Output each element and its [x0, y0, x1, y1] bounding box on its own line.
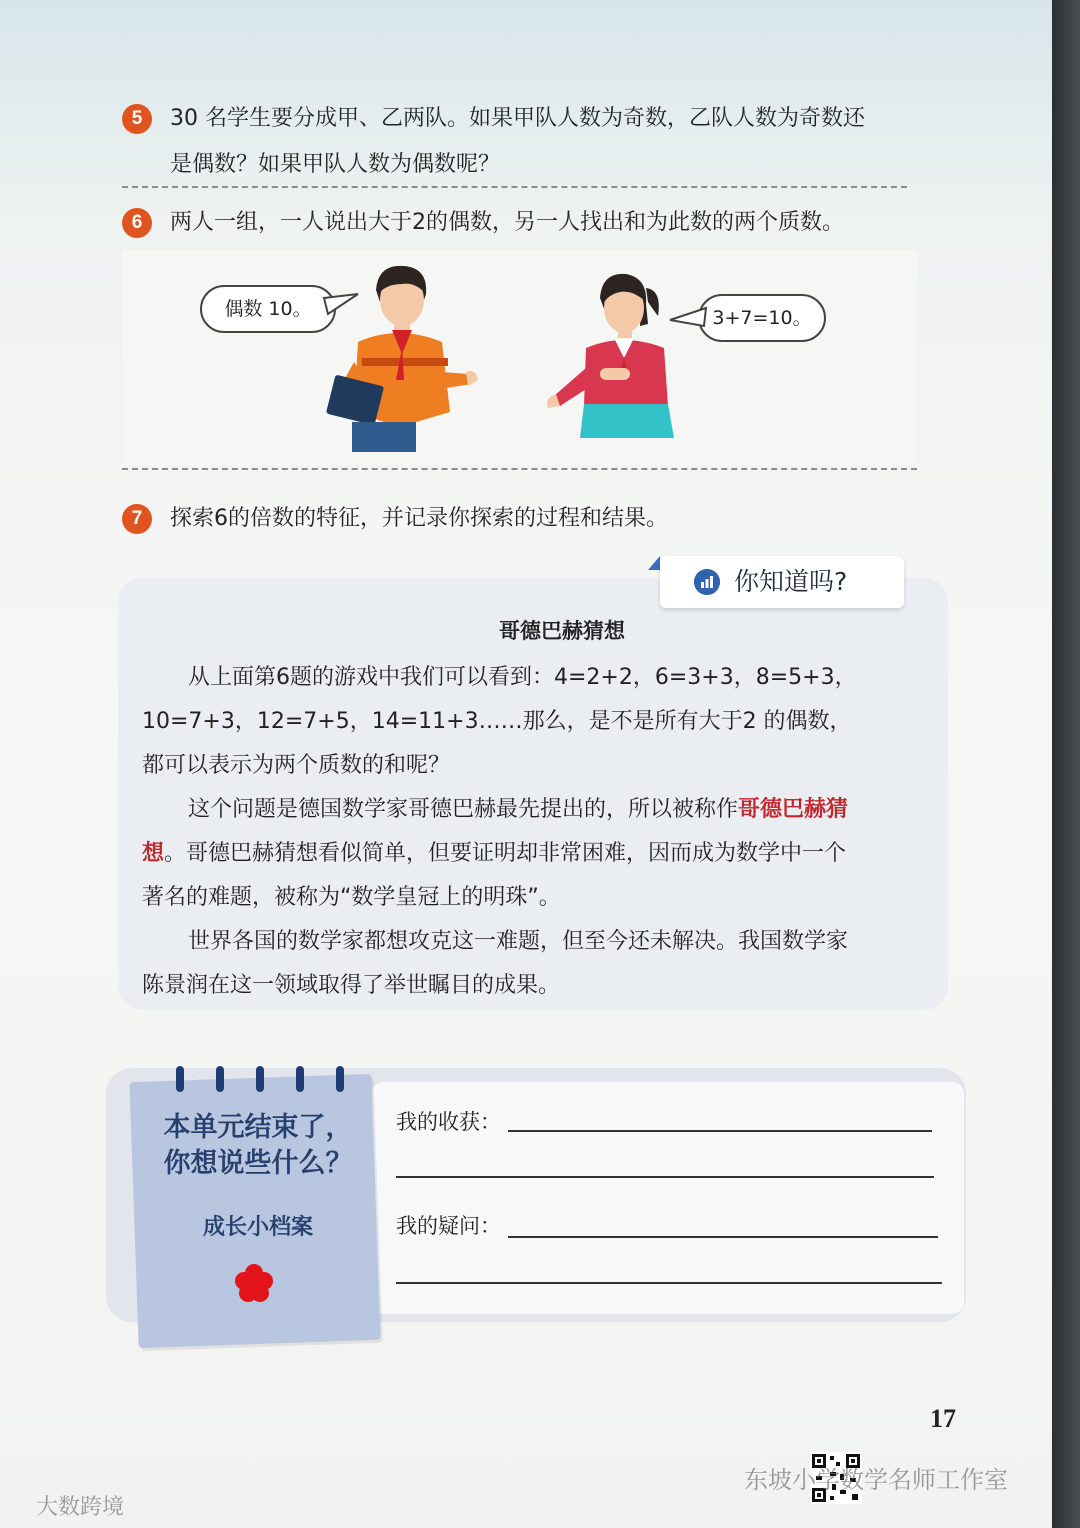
- page-number: 17: [930, 1404, 956, 1433]
- question-write-line-2[interactable]: [396, 1282, 942, 1284]
- essay-paragraph-1: [142, 656, 922, 788]
- boy-speech-text: 偶数 10。: [224, 298, 312, 320]
- question-line: 两人一组，一人说出大于2的偶数，另一人找出和为此数的两个质数。: [170, 210, 844, 235]
- boy-illustration: [318, 262, 478, 452]
- question-text: [170, 496, 910, 542]
- question-7: [122, 496, 922, 542]
- question-text: [170, 200, 910, 246]
- notepad-ring: [176, 1066, 184, 1092]
- essay-line: 陈景润在这一领域取得了举世瞩目的成果。: [142, 973, 561, 998]
- essay-line: 从上面第6题的游戏中我们可以看到：4=2+2，6=3+3，8=5+3，: [188, 665, 857, 690]
- notepad-title: [152, 1110, 364, 1182]
- question-label: 我的疑问：: [396, 1214, 501, 1238]
- notepad-title-line: 你想说些什么？: [163, 1148, 353, 1179]
- question-6: [122, 200, 922, 246]
- question-text: [170, 96, 910, 188]
- watermark-bottom-right: 东坡小学数学名师工作室: [744, 1466, 1008, 1494]
- question-5: [122, 96, 922, 188]
- gain-label: 我的收获：: [396, 1110, 501, 1134]
- notepad-ring: [256, 1066, 264, 1092]
- essay-line: 著名的难题，被称为“数学皇冠上的明珠”。: [142, 885, 561, 910]
- boy-speech-bubble: [200, 285, 336, 333]
- flower-icon: [232, 1262, 276, 1306]
- essay-text: 。哥德巴赫猜想看似简单，但要证明却非常困难，因而成为数学中一个: [164, 841, 847, 866]
- did-you-know-label: 你知道吗?: [734, 567, 848, 596]
- question-number-badge: 7: [122, 504, 152, 534]
- essay-text: 这个问题是德国数学家哥德巴赫最先提出的，所以被称作: [188, 797, 739, 822]
- dashed-divider: [122, 468, 917, 470]
- question-write-line[interactable]: [508, 1236, 938, 1238]
- highlight-term: 想: [142, 841, 165, 866]
- illustration-panel: [122, 250, 917, 465]
- question-line: 30 名学生要分成甲、乙两队。如果甲队人数为奇数，乙队人数为奇数还: [170, 106, 865, 131]
- notepad-title-line: 本单元结束了，: [163, 1112, 353, 1143]
- essay-title: 哥德巴赫猜想: [499, 619, 625, 643]
- notepad-subtitle: 成长小档案: [202, 1215, 313, 1240]
- question-number-badge: 6: [122, 208, 152, 238]
- gain-write-line-2[interactable]: [396, 1176, 934, 1178]
- gain-write-line[interactable]: [508, 1130, 932, 1132]
- essay-paragraph-3: [142, 920, 922, 1008]
- tab-flag: [648, 556, 660, 570]
- highlight-term: 哥德巴赫猜: [738, 797, 849, 822]
- bar-chart-icon: [694, 569, 720, 595]
- question-number-badge: 5: [122, 104, 152, 134]
- girl-speech-text: 3+7=10。: [712, 307, 812, 329]
- question-line: 探索6的倍数的特征，并记录你探索的过程和结果。: [170, 506, 668, 531]
- essay-line: 世界各国的数学家都想攻克这一难题，但至今还未解决。我国数学家: [188, 929, 849, 954]
- notepad-ring: [296, 1066, 304, 1092]
- girl-illustration: [540, 268, 680, 454]
- notepad-ring: [336, 1066, 344, 1092]
- watermark-bottom-left: 大数跨境: [36, 1495, 125, 1520]
- girl-speech-bubble: [698, 294, 826, 342]
- book-spine-edge: [1052, 0, 1080, 1528]
- essay-line: [142, 832, 922, 876]
- essay-line: 都可以表示为两个质数的和呢？: [142, 753, 451, 778]
- question-line: 是偶数？如果甲队人数为偶数呢？: [170, 152, 501, 177]
- dashed-divider: [122, 186, 907, 188]
- essay-paragraph-2: [142, 788, 922, 920]
- notepad-ring: [216, 1066, 224, 1092]
- essay-line: 10=7+3，12=7+5，14=11+3……那么，是不是所有大于2 的偶数，: [142, 709, 852, 734]
- essay-line: [142, 788, 922, 832]
